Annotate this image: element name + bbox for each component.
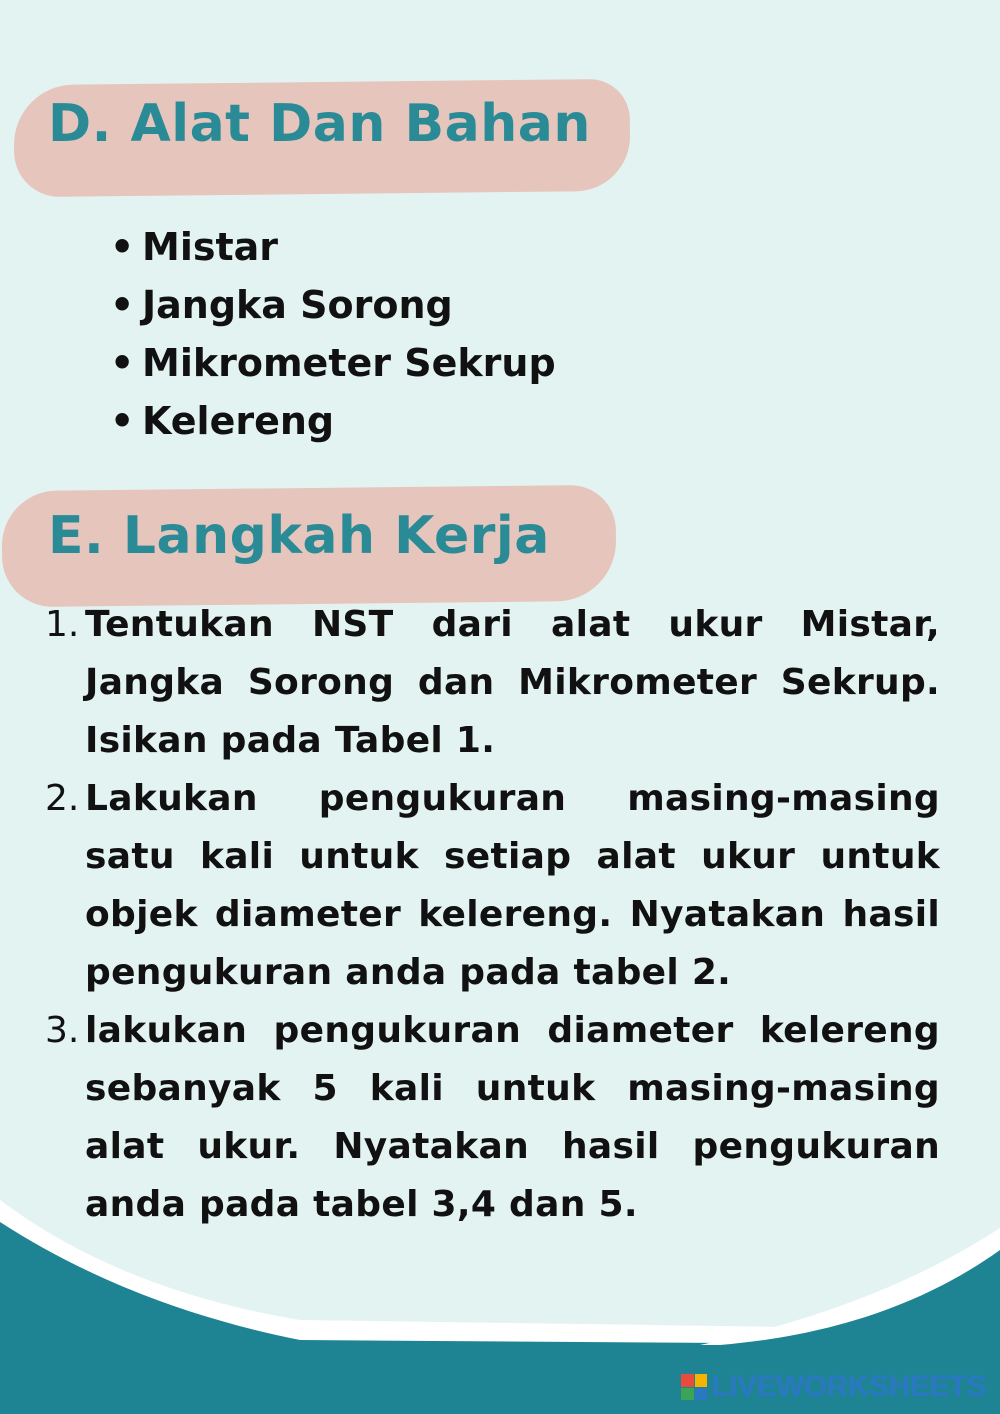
tools-list [110, 218, 556, 450]
step-number: 3. [45, 1010, 80, 1051]
logo-icon [681, 1374, 707, 1400]
step-number: 1. [45, 604, 80, 645]
list-item [110, 392, 556, 450]
section-d-heading: D. Alat Dan Bahan [48, 94, 591, 154]
section-e-heading: E. Langkah Kerja [48, 506, 550, 566]
tool-label: Mistar [142, 225, 279, 269]
step-text: lakukan pengukuran diameter kelereng sebanyak 5 kali untuk masing-masing alat ukur. Nyatakan hasil pengukuran anda pada tabel 3,4 dan 5. [85, 1010, 940, 1225]
list-item [45, 596, 940, 770]
step-number: 2. [45, 778, 80, 819]
list-item [45, 770, 940, 1002]
tool-label: Mikrometer Sekrup [142, 341, 556, 385]
bullet: • [110, 341, 135, 385]
list-item [110, 334, 556, 392]
bullet: • [110, 225, 135, 269]
list-item [110, 276, 556, 334]
tool-label: Jangka Sorong [142, 283, 453, 327]
list-item [45, 1002, 940, 1234]
bullet: • [110, 283, 135, 327]
steps-list [45, 596, 940, 1234]
bullet: • [110, 399, 135, 443]
step-text: Tentukan NST dari alat ukur Mistar, Jangka Sorong dan Mikrometer Sekrup. Isikan pada Tabel 1. [85, 604, 940, 761]
tool-label: Kelereng [142, 399, 335, 443]
liveworksheets-logo [681, 1370, 986, 1404]
list-item [110, 218, 556, 276]
logo-text: LIVEWORKSHEETS [711, 1370, 986, 1403]
step-text: Lakukan pengukuran masing-masing satu kali untuk setiap alat ukur untuk objek diameter kelereng. Nyatakan hasil pengukuran anda pada tabel 2. [85, 778, 940, 993]
